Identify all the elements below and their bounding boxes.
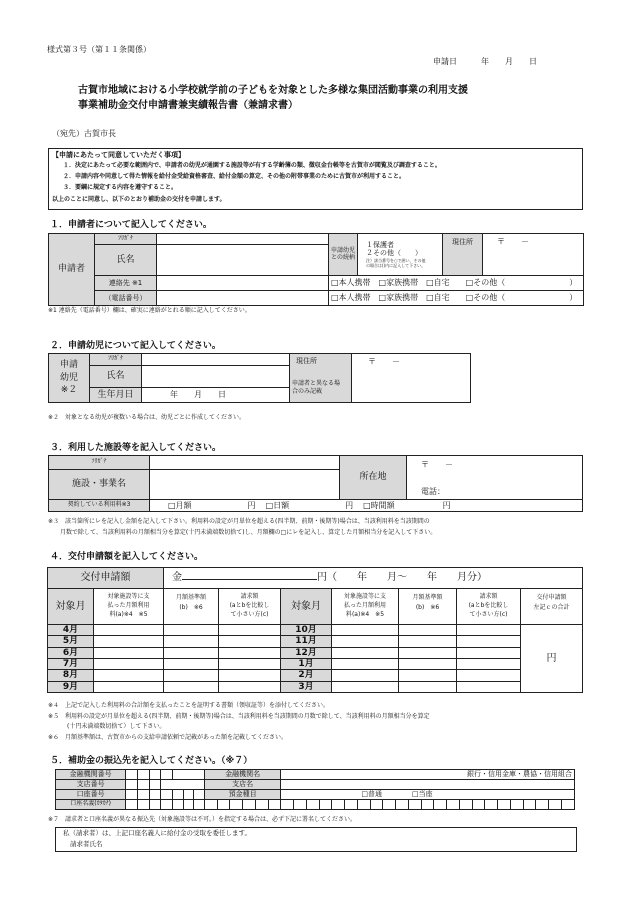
month-cell: 10月 (281, 625, 332, 636)
note-1: ※1 連絡先（電話番号）欄は、確実に連絡がとれる順に記入してください。 (48, 307, 251, 314)
relation-option-2[interactable]: ２その他（ ） (366, 249, 422, 258)
facility-name-label: 施設・事業名 (49, 470, 150, 500)
amount-label: 交付申請額 (48, 568, 164, 589)
note-4: ※４ 上記で記入した利用料の合計額を支払ったことを証明する書類（領収証等）を添付してください。 (48, 702, 330, 709)
holder-label: 口座名義(ｶﾀｶﾅ) (56, 800, 126, 810)
col-a-2: 払った月額利用 (107, 602, 150, 610)
note-3-line-2: 月数で除して、当該利用料の月額相当分を算定(十円未満端数切捨て)し、月額欄の□にレを記入し、算定した月額相当分を記入して下さい。 (60, 529, 437, 536)
month-label-left: 対象月 (48, 589, 94, 625)
month-cell: 6月 (48, 647, 94, 658)
delegation-text: 私（請求者）は、上記口座名義人に給付金の受取を委任します。 (63, 829, 251, 837)
note-2: ※２ 対象となる幼児が複数いる場合は、幼児ごとに作成してください。 (48, 414, 246, 421)
facility-furigana-field[interactable] (150, 456, 340, 470)
applicant-table (48, 233, 584, 306)
col-b-1-right: 月額基準額 (412, 594, 443, 601)
relation-note-1: 注）該当番号を○で囲い、その他 (366, 257, 426, 263)
fee-label: 契約している利用料※3 (49, 500, 150, 512)
col-c-3: て小さい方(c) (230, 610, 269, 618)
section-4-heading: ４．交付申請額を記入してください。 (50, 552, 204, 562)
child-label-1: 申請 (59, 360, 78, 371)
bank-name-label: 金融機関名 (204, 770, 281, 780)
child-postal[interactable]: 〒 － (352, 354, 471, 403)
furigana-field[interactable] (157, 234, 329, 245)
consent-heading: 【申請にあたって同意していただく事項】 (52, 151, 185, 159)
month-cell: 5月 (48, 636, 94, 647)
col-a-3: 料(a)※4 ※5 (109, 610, 148, 618)
note-3-line-1: ※３ 該当箇所にレを記入し金額を記入して下さい。利用料の設定が月単位を超える(四半期、前期・後期等)場合は、当該利用料を当該期間の (48, 518, 430, 525)
consent-box (48, 148, 583, 210)
location-label: 所在地 (340, 456, 407, 500)
branch-name-field[interactable] (281, 780, 575, 790)
child-label-3: ※２ (60, 385, 78, 396)
note-5-line-2: (十円未満端数切捨て）して下さい。 (67, 723, 166, 730)
col-b-2: (b) ※6 (179, 603, 203, 611)
consent-item-1: １．決定にあたって必要な範囲内で、申請者の幼児が通園する施設等が有する学齢簿の類、徴収金台帳等を古賀市が閲覧及び調査すること。 (63, 162, 441, 169)
col-c-2-right: (aとbを比較し (468, 602, 509, 610)
relation-option-1[interactable]: １保護者 (366, 240, 394, 249)
furigana-label: ﾌﾘｶﾞﾅ (95, 234, 157, 245)
applicant-name-field[interactable] (157, 245, 329, 276)
addressee: （宛先）古賀市長 (52, 129, 116, 138)
note-6: ※６ 月額基準額は、古賀市からの支給申請依頼で記載があった額を記載してください。 (48, 734, 287, 741)
fee-hourly-option[interactable]: □時間額 円 (363, 500, 451, 510)
relation-label: 申請幼児との続柄 (329, 234, 358, 276)
consent-footer: 以上のことに同意し、以下のとおり補助金の交付を申請します。 (52, 196, 226, 203)
month-cell: 2月 (281, 670, 332, 681)
month-cell: 1月 (281, 659, 332, 670)
title-line-1: 古賀市地域における小学校就学前の子どもを対象とした多様な集団活動事業の利用支援 (78, 85, 468, 96)
name-label: 氏名 (95, 245, 157, 276)
month-cell: 8月 (48, 670, 94, 681)
col-a-3-right: 料(a)※4 ※5 (345, 610, 385, 618)
section-3-heading: ３．利用した施設等を記入してください。 (50, 443, 222, 453)
col-c-1: 請求額 (240, 593, 259, 601)
month-cell: 7月 (48, 659, 94, 670)
amount-period[interactable]: 円（ 年 月～ 年 月分） (317, 572, 487, 584)
child-furigana-label: ﾌﾘｶﾞﾅ (90, 354, 142, 366)
col-c-1-right: 請求額 (479, 593, 498, 601)
branch-code-label: 支店番号 (56, 780, 126, 790)
relation-note-2: の場合は()内に記入して下さい。 (366, 262, 426, 268)
month-cell: 4月 (48, 625, 94, 636)
child-name-label: 氏名 (90, 366, 142, 388)
dob-label: 生年月日 (90, 388, 142, 403)
branch-name-label: 支店名 (204, 780, 281, 790)
month-label-right: 対象月 (281, 589, 332, 625)
child-furigana-field[interactable] (142, 354, 290, 366)
amount-table (47, 567, 583, 693)
facility-furigana-label: ﾌﾘｶﾞﾅ (49, 456, 150, 470)
dob-field[interactable]: 年 月 日 (142, 388, 290, 403)
child-address-label: 現住所 (296, 357, 317, 365)
bank-types[interactable]: 銀行・信用金庫・農協・信用組合 (281, 770, 575, 780)
bank-code-label: 金融機関番号 (56, 770, 126, 780)
col-a-1-right: 対象施設等に支 (343, 593, 386, 601)
contact-label-2: （電話番号） (95, 291, 157, 306)
kin-label: 金 (172, 572, 182, 584)
futsu-option[interactable]: □普通 (361, 790, 383, 799)
form-number: 様式第３号（第１１条関係） (47, 45, 151, 54)
facility-name-field[interactable] (150, 470, 340, 500)
contact-options-2[interactable]: □本人携帯 □家族携帯 □自宅 □その他（ ） (329, 291, 584, 306)
toza-option[interactable]: □当座 (412, 790, 433, 799)
delegation-box (55, 827, 577, 852)
note-7: ※７ 請求者と口座名義が異なる振込先（対象施設等は不可。）を指定する場合は、必ず下記に署名してください。 (48, 816, 357, 823)
account-number-label: 口座番号 (56, 790, 126, 800)
child-address-note-2: 合のみ記載 (292, 387, 323, 395)
title-line-2: 事業補助金交付申請書兼実績報告書（兼請求書） (78, 100, 298, 111)
section-2-heading: ２．申請幼児について記入してください。 (50, 341, 221, 351)
month-cell: 11月 (281, 636, 332, 647)
facility-tel[interactable]: 電話： (421, 487, 445, 497)
col-c-2: (aとbを比較し (229, 602, 270, 610)
col-total-1: 交付申請額 (536, 594, 567, 601)
deposit-type-label: 預金種目 (204, 790, 281, 800)
total-amount[interactable]: 円 (521, 625, 583, 693)
child-table (48, 353, 471, 403)
month-cell: 12月 (281, 647, 332, 658)
contact-options-1[interactable]: □本人携帯 □家族携帯 □自宅 □その他（ ） (329, 276, 584, 291)
section-1-heading: １．申請者について記入してください。 (50, 220, 212, 230)
fee-monthly-option[interactable]: □月額 円 (168, 500, 256, 510)
child-name-field[interactable] (142, 366, 290, 388)
address-label: 現住所 (443, 234, 483, 276)
child-address-note-1: 申請者と異なる場 (292, 380, 341, 388)
claimant-name-label: 請求者氏名 (70, 840, 103, 848)
facility-postal[interactable]: 〒 － (421, 460, 453, 469)
consent-item-2: ２．申請内容や同意して得た情報を給付金受給資格審査、給付金額の算定、その他の附帯事業のために古賀市が利用すること。 (63, 173, 406, 180)
section-5-heading: ５．補助金の振込先を記入してください。（※７） (50, 756, 253, 766)
month-cell: 3月 (281, 681, 332, 692)
child-label-2: 幼児 (59, 372, 78, 383)
bank-table (55, 769, 575, 810)
consent-item-3: ３．要綱に規定する内容を遵守すること。 (63, 184, 178, 191)
postal-code[interactable]: 〒 － (483, 234, 584, 276)
applicant-label: 申請者 (49, 234, 95, 306)
col-a-2-right: 払った月額利用 (343, 602, 386, 610)
col-b-2-right: (b) ※6 (415, 603, 440, 611)
contact-label-1: 連絡先 ※1 (95, 276, 157, 291)
note-5-line-1: ※５ 利用料の設定が月単位を超える(四半期、前期・後期等)場合は、当該利用料を当該期間の月数で除して、当該利用料の月額相当分を算定 (48, 713, 430, 720)
col-total-2: 左記ｃの合計 (533, 603, 570, 611)
col-b-1: 月額基準額 (175, 594, 206, 601)
col-a-1: 対象施設等に支 (107, 593, 150, 601)
application-date: 申請日 年 月 日 (433, 57, 537, 66)
fee-daily-option[interactable]: □日額 円 (265, 500, 354, 510)
col-c-3-right: て小さい方(c) (469, 610, 508, 618)
facility-table (48, 455, 583, 512)
month-cell: 9月 (48, 681, 94, 692)
